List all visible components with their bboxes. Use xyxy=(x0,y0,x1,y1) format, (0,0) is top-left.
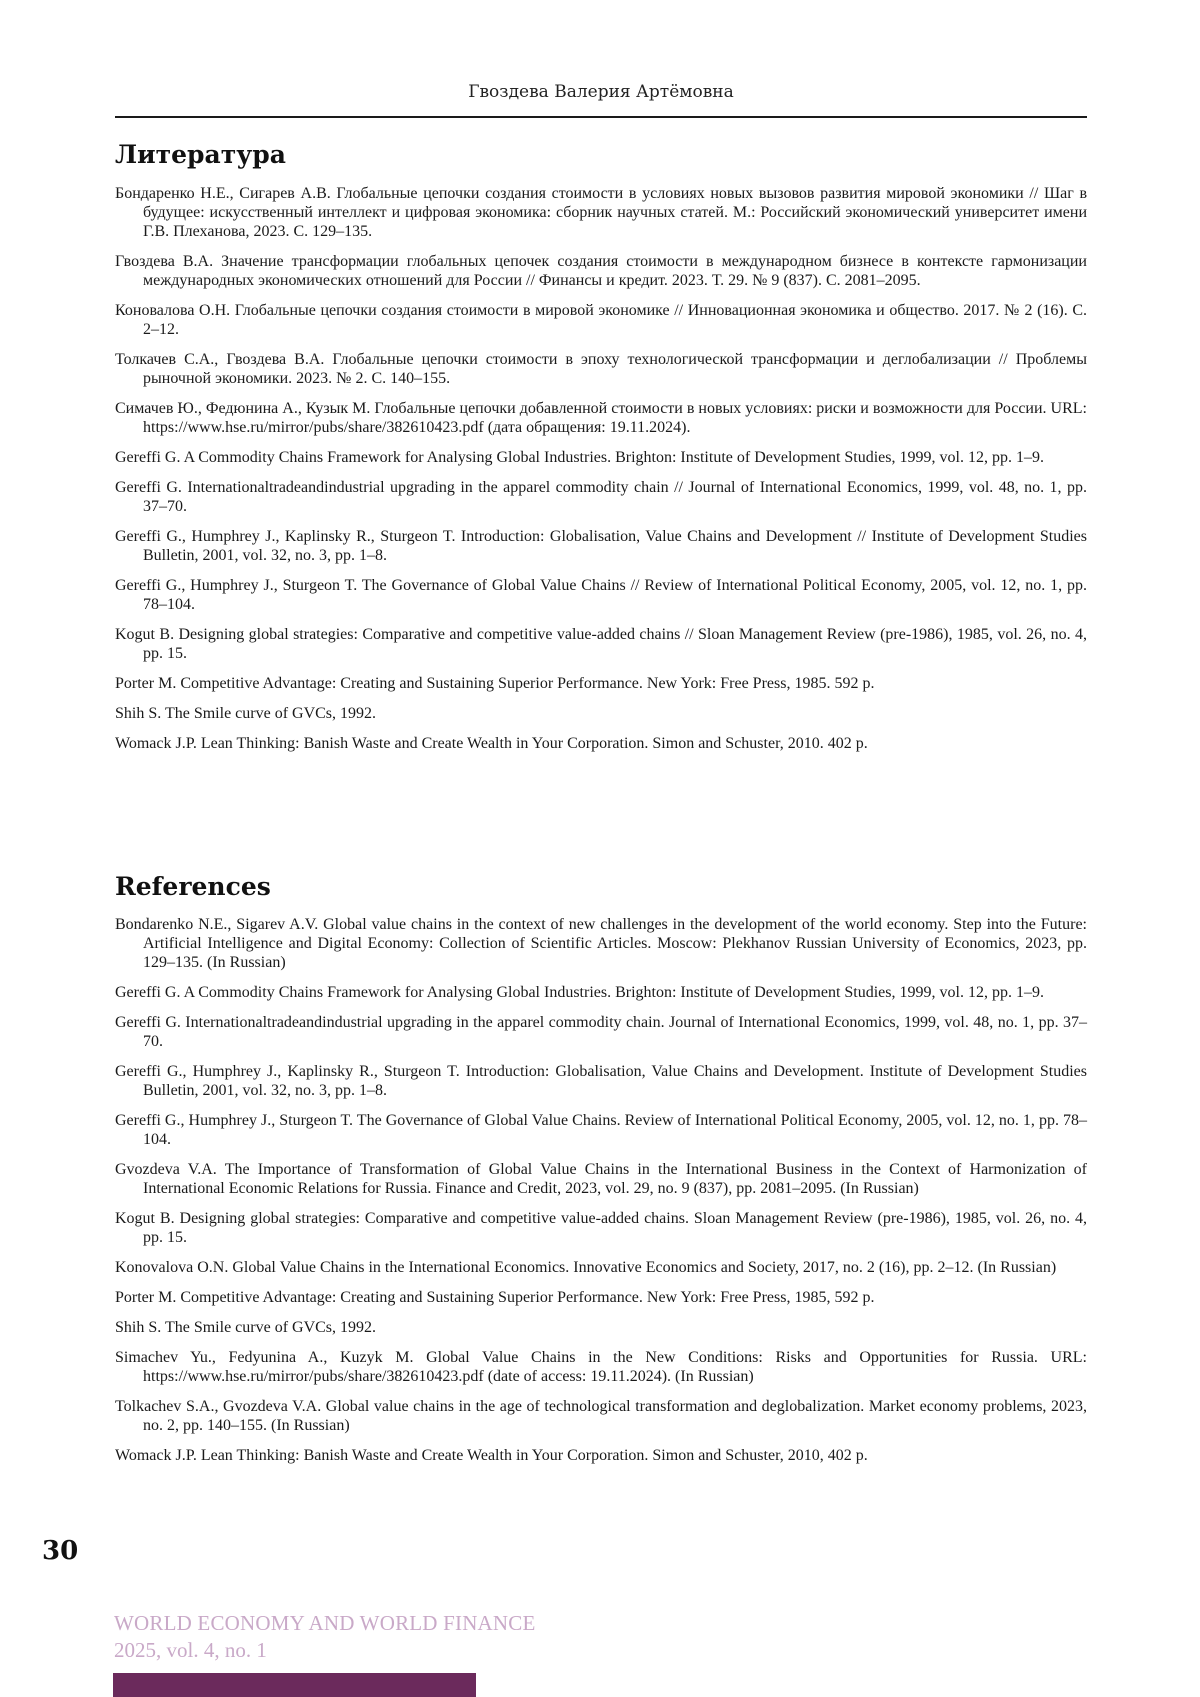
references-list xyxy=(115,915,1087,1476)
reference-item: Kogut B. Designing global strategies: Comparative and competitive value-added chains. Sloan Management Review (pre-1986), 1985, vol. 26, no. 4, pp. 15. xyxy=(115,1210,1087,1246)
reference-item: Tolkachev S.A., Gvozdeva V.A. Global value chains in the age of technological transformation and deglobalization. Market economy problems, 2023, no. 2, pp. 140–155. (In Russian) xyxy=(115,1398,1087,1434)
literature-item: Gereffi G. A Commodity Chains Framework for Analysing Global Industries. Brighton: Institute of Development Studies, 1999, vol. 12, pp. 1–9. xyxy=(115,449,1044,466)
reference-item: Porter M. Competitive Advantage: Creating and Sustaining Superior Performance. New York: Free Press, 1985, 592 p. xyxy=(115,1289,875,1306)
reference-item: Gereffi G. A Commodity Chains Framework for Analysing Global Industries. Brighton: Institute of Development Studies, 1999, vol. 12, pp. 1–9. xyxy=(115,984,1044,1001)
literature-item: Коновалова О.Н. Глобальные цепочки создания стоимости в мировой экономике // Инновационная экономика и общество. 2017. № 2 (16). С. 2–12. xyxy=(115,302,1087,338)
page-number: 30 xyxy=(42,1536,79,1566)
reference-item: Bondarenko N.E., Sigarev A.V. Global value chains in the context of new challenges in the development of the world economy. Step into the Future: Artificial Intelligence and Digital Economy: Collection of Scientific Articles. Moscow: Plekhanov Russian University of Economics, 2023, pp. 129–135. (In Russian) xyxy=(115,916,1087,971)
literature-title: Литература xyxy=(115,140,286,169)
reference-item: Gereffi G., Humphrey J., Sturgeon T. The Governance of Global Value Chains. Review of International Political Economy, 2005, vol. 12, no. 1, pp. 78–104. xyxy=(115,1112,1087,1148)
literature-item: Бондаренко Н.Е., Сигарев А.В. Глобальные цепочки создания стоимости в условиях новых вызовов развития мировой экономики // Шаг в будущее: искусственный интеллект и цифровая экономика: сборник научных статей. М.: Российский экономический университет имени Г.В. Плеханова, 2023. С. 129–135. xyxy=(115,185,1087,240)
literature-item: Толкачев С.А., Гвоздева В.А. Глобальные цепочки стоимости в эпоху технологической трансформации и деглобализации // Проблемы рыночной экономики. 2023. № 2. С. 140–155. xyxy=(115,351,1087,387)
footer-accent-bar xyxy=(113,1673,476,1697)
literature-item: Shih S. The Smile curve of GVCs, 1992. xyxy=(115,705,377,722)
reference-item: Womack J.P. Lean Thinking: Banish Waste and Create Wealth in Your Corporation. Simon and Schuster, 2010, 402 p. xyxy=(115,1447,868,1464)
journal-issue: 2025, vol. 4, no. 1 xyxy=(114,1638,267,1662)
reference-item: Simachev Yu., Fedyunina A., Kuzyk M. Global Value Chains in the New Conditions: Risks and Opportunities for Russia. URL: https://www.hse.ru/mirror/pubs/share/382610423.pdf (date of access: 19.11.2024). (In Russian) xyxy=(115,1349,1087,1385)
literature-item: Гвоздева В.А. Значение трансформации глобальных цепочек создания стоимости в международном бизнесе в контексте гармонизации международных экономических отношений для России // Финансы и кредит. 2023. Т. 29. № 9 (837). С. 2081–2095. xyxy=(115,253,1087,289)
literature-item: Gereffi G., Humphrey J., Sturgeon T. The Governance of Global Value Chains // Review of International Political Economy, 2005, vol. 12, no. 1, pp. 78–104. xyxy=(115,577,1087,613)
reference-item: Gereffi G. Internationaltradeandindustrial upgrading in the apparel commodity chain. Journal of International Economics, 1999, vol. 48, no. 1, pp. 37–70. xyxy=(115,1014,1087,1050)
literature-item: Kogut B. Designing global strategies: Comparative and competitive value-added chains // Sloan Management Review (pre-1986), 1985, vol. 26, no. 4, pp. 15. xyxy=(115,626,1087,662)
literature-item: Porter M. Competitive Advantage: Creating and Sustaining Superior Performance. New York: Free Press, 1985. 592 p. xyxy=(115,675,875,692)
reference-item: Shih S. The Smile curve of GVCs, 1992. xyxy=(115,1319,377,1336)
journal-name: WORLD ECONOMY AND WORLD FINANCE xyxy=(114,1611,536,1635)
header-divider xyxy=(115,116,1087,118)
reference-item: Gereffi G., Humphrey J., Kaplinsky R., Sturgeon T. Introduction: Globalisation, Value Chains and Development. Institute of Development Studies Bulletin, 2001, vol. 32, no. 3, pp. 1–8. xyxy=(115,1063,1087,1099)
reference-item: Gvozdeva V.A. The Importance of Transformation of Global Value Chains in the International Business in the Context of Harmonization of International Economic Relations for Russia. Finance and Credit, 2023, vol. 29, no. 9 (837), pp. 2081–2095. (In Russian) xyxy=(115,1161,1087,1197)
references-title: References xyxy=(115,872,271,901)
literature-list xyxy=(115,184,1087,764)
literature-item: Gereffi G., Humphrey J., Kaplinsky R., Sturgeon T. Introduction: Globalisation, Value Chains and Development // Institute of Development Studies Bulletin, 2001, vol. 32, no. 3, pp. 1–8. xyxy=(115,528,1087,564)
literature-item: Womack J.P. Lean Thinking: Banish Waste and Create Wealth in Your Corporation. Simon and Schuster, 2010. 402 p. xyxy=(115,735,868,752)
running-head: Гвоздева Валерия Артёмовна xyxy=(468,82,734,102)
reference-item: Konovalova O.N. Global Value Chains in the International Economics. Innovative Economics and Society, 2017, no. 2 (16), pp. 2–12. (In Russian) xyxy=(115,1259,1057,1276)
literature-item: Симачев Ю., Федюнина А., Кузык М. Глобальные цепочки добавленной стоимости в новых условиях: риски и возможности для России. URL: https://www.hse.ru/mirror/pubs/share/382610423.pdf (дата обращения: 19.11.2024). xyxy=(115,400,1087,436)
literature-item: Gereffi G. Internationaltradeandindustrial upgrading in the apparel commodity chain // Journal of International Economics, 1999, vol. 48, no. 1, pp. 37–70. xyxy=(115,479,1087,515)
